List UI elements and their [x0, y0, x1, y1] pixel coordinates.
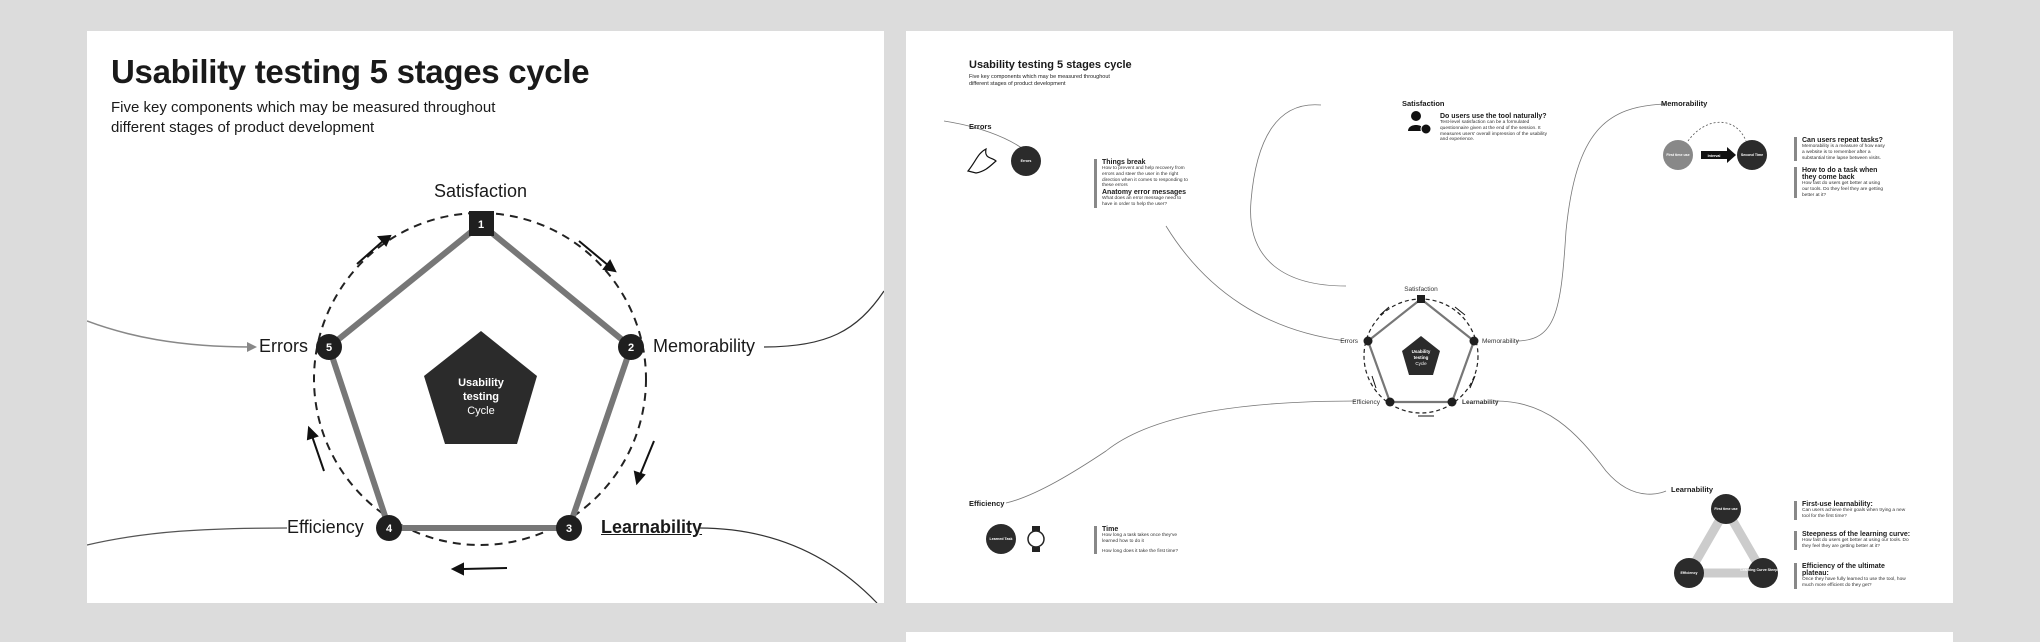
left-slide[interactable]	[87, 31, 884, 603]
satisfaction-heading: Satisfaction	[1402, 99, 1445, 108]
svg-text:Interval: Interval	[1707, 154, 1721, 158]
stage-label-memorability: Memorability	[653, 336, 756, 356]
stage-num-4: 4	[385, 523, 393, 535]
svg-text:First time use: First time use	[1666, 153, 1690, 157]
svg-text:Efficiency: Efficiency	[1680, 571, 1698, 575]
efficiency-note: Time How long a task takes once they've learned how to do it How long does it take the first time?	[1094, 526, 1192, 554]
right-slide[interactable]	[906, 31, 1953, 603]
learnability-note-3: Efficiency of the ultimate plateau: Once they have fully learned to use the tool, how much more efficient do they get?	[1794, 563, 1912, 589]
stage-num-1: 1	[477, 219, 485, 231]
page-subtitle: Five key components which may be measured throughout different stages of product development	[111, 99, 496, 136]
stage-label-satisfaction: Satisfaction	[434, 181, 528, 201]
stage-num-5: 5	[325, 342, 333, 354]
errors-note-1: Things break How to prevent and help recovery from errors and steer the user in the right direction when it comes to responding to these errors	[1094, 159, 1192, 189]
svg-text:Learned Task: Learned Task	[989, 537, 1013, 541]
svg-text:Learning Curve Steepness: Learning Curve Steepness	[1740, 568, 1786, 572]
svg-text:Errors: Errors	[1020, 159, 1032, 163]
stage-num-3: 3	[565, 523, 573, 535]
satisfaction-to-cycle	[1251, 105, 1346, 286]
fire-icon	[968, 149, 996, 173]
overview-subtitle: Five key components which may be measured throughout different stages of product development	[969, 74, 1110, 87]
user-icon	[1411, 111, 1421, 121]
learnability-heading: Learnability	[1671, 485, 1714, 494]
efficiency-connector	[87, 528, 287, 545]
learnability-note-1: First-use learnability: Can users achieve their goals when trying a new tool for the first time?	[1794, 501, 1912, 520]
stage-label-efficiency: Efficiency	[287, 517, 364, 537]
center-label-3: Cycle	[467, 405, 495, 417]
satisfaction-note: Do users use the tool naturally? Test-level satisfaction can be a formulated questionnaire given at the end of the session. It measures users' overall impression of the usability and experience.	[1440, 113, 1548, 143]
svg-text:Learnability: Learnability	[1462, 399, 1499, 406]
overview-title: Usability testing 5 stages cycle	[969, 59, 1132, 71]
next-slide-edge[interactable]	[906, 632, 1953, 642]
stage-label-errors: Errors	[259, 336, 308, 356]
center-label-2: testing	[462, 391, 500, 403]
stage-num-2: 2	[627, 342, 635, 354]
learning-curve-node	[1748, 558, 1778, 588]
learnability-to-cycle	[1496, 401, 1666, 494]
errors-note-2: Anatomy error messages What does an error message need to have in order to help the user?	[1094, 189, 1192, 208]
svg-text:testing: testing	[1413, 355, 1429, 360]
page-title: Usability testing 5 stages cycle	[111, 53, 590, 90]
svg-text:Usability: Usability	[1411, 349, 1431, 354]
svg-text:Errors: Errors	[1340, 338, 1358, 345]
svg-text:First time use: First time use	[1714, 507, 1738, 511]
learnability-connector	[699, 528, 877, 603]
svg-text:Cycle: Cycle	[1415, 361, 1427, 366]
memorability-note-1: Can users repeat tasks? Memorability is a measure of how easy a website is to remember after a substantial time lapse between visits.	[1794, 137, 1887, 161]
watch-icon	[1028, 531, 1044, 547]
center-label-1: Usability	[458, 377, 504, 389]
svg-text:Second Time: Second Time	[1740, 153, 1764, 157]
svg-text:Efficiency: Efficiency	[1352, 399, 1380, 406]
errors-to-cycle	[1166, 226, 1346, 341]
learnability-note-2: Steepness of the learning curve: How fast do users get better at using our tools. Do they feel they are getting better at it?	[1794, 531, 1912, 550]
efficiency-heading: Efficiency	[969, 499, 1005, 508]
errors-connector	[87, 321, 252, 347]
svg-text:Memorability: Memorability	[1482, 338, 1519, 345]
errors-heading: Errors	[969, 122, 992, 131]
memorability-note-2: How to do a task when they come back How fast do users get better at using our tools. Do they feel they are getting better at it?	[1794, 167, 1887, 198]
stage-label-learnability[interactable]: Learnability	[601, 517, 703, 537]
efficiency-to-cycle	[1006, 401, 1356, 503]
memorability-heading: Memorability	[1661, 99, 1708, 108]
svg-text:Satisfaction: Satisfaction	[1404, 286, 1438, 293]
memorability-connector	[764, 291, 884, 347]
